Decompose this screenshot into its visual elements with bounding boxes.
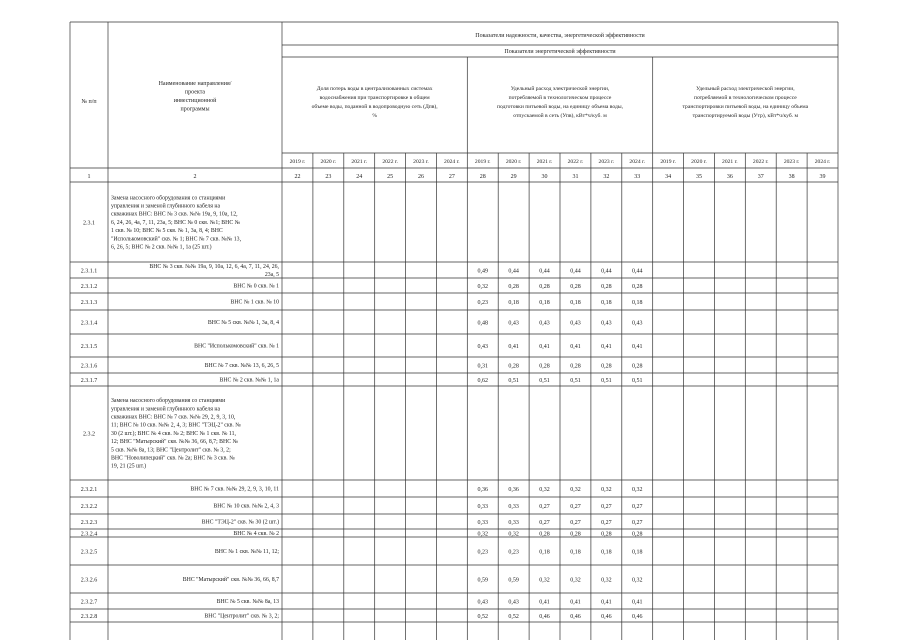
row-name: ВНС № 0 скв. № 1 (233, 283, 279, 290)
row-name: ВНС "Матырский" скв. №№ 36, 66, 8,7 (182, 576, 279, 583)
cell-value: 0,18 (601, 549, 612, 556)
cell-value: 0,51 (570, 378, 581, 384)
col-number: 22 (294, 174, 301, 180)
col-number: 33 (634, 174, 641, 180)
col-number: 2 (193, 174, 197, 180)
row-name: скважинах ВНС: ВНС № 7 скв. №№ 29, 2, 9, 3, 10, (111, 414, 236, 421)
col-group-title-2: подготовки питьевой воды, на единицу объема воды, (497, 104, 623, 110)
cell-value: 0,44 (539, 268, 550, 275)
col-header-name: Наименование направления/ (158, 81, 232, 87)
cell-value: 0,41 (601, 344, 612, 350)
row-name: скважинах ВНС: ВНС № 3 скв. №№ 19а, 9, 10а, 12, (111, 211, 238, 218)
cell-value: 0,18 (570, 300, 581, 306)
col-group-title-2: Удельный расход электрической энергии, (510, 86, 610, 92)
row-number: 2.3.1.7 (80, 378, 98, 384)
row-name: ВНС № 3 скв. №№ 19а, 9, 10а, 12, 6, 4а, 7, 11, 24, 26, (149, 263, 279, 270)
col-number: 25 (387, 174, 394, 180)
cell-value: 0,33 (508, 520, 519, 526)
col-number: 39 (819, 174, 826, 180)
cell-value: 0,44 (570, 268, 581, 275)
cell-value: 0,41 (539, 599, 550, 606)
cell-value: 0,32 (477, 531, 488, 538)
cell-value: 0,46 (601, 614, 612, 620)
cell-value: 0,43 (477, 344, 488, 350)
col-number: 36 (726, 174, 733, 180)
header-energy-group: Показатели энергетической эффективности (504, 49, 616, 55)
col-number: 29 (510, 174, 517, 180)
cell-value: 0,43 (508, 320, 519, 327)
row-number: 2.3.2.5 (80, 549, 98, 556)
year-header: 2023 г. (598, 159, 615, 165)
cell-value: 0,18 (601, 300, 612, 306)
cell-value: 0,27 (539, 520, 550, 526)
cell-value: 0,52 (508, 614, 519, 620)
cell-value: 0,59 (508, 577, 519, 584)
cell-value: 0,32 (601, 487, 612, 493)
cell-value: 0,41 (601, 599, 612, 606)
cell-value: 0,27 (601, 520, 612, 526)
row-name: ВНС № 1 скв. № 10 (230, 299, 279, 306)
cell-value: 0,43 (508, 599, 519, 606)
col-group-title-1: % (372, 113, 377, 119)
cell-value: 0,43 (601, 320, 612, 327)
cell-value: 0,41 (570, 344, 581, 350)
year-header: 2020 г. (691, 159, 707, 165)
col-number: 35 (696, 174, 702, 180)
row-number: 2.3.2.8 (80, 614, 98, 620)
col-group-title-3: транспортировки питьевой воды, на единицу объема (682, 104, 809, 110)
cell-value: 0,52 (477, 614, 488, 620)
cell-value: 0,28 (632, 284, 643, 290)
cell-value: 0,46 (632, 614, 643, 620)
col-number: 24 (356, 174, 363, 180)
cell-value: 0,28 (601, 284, 612, 290)
cell-value: 0,18 (539, 300, 550, 306)
col-number: 26 (418, 174, 424, 180)
cell-value: 0,36 (477, 487, 488, 493)
cell-value: 0,41 (632, 599, 643, 606)
col-number: 28 (479, 174, 486, 180)
cell-value: 0,41 (570, 599, 581, 606)
cell-value: 0,43 (632, 320, 643, 327)
col-group-title-3: транспортируемой воды (Утр), кВт*ч/куб. м (692, 113, 799, 119)
year-header: 2022 г. (567, 159, 584, 165)
cell-value: 0,51 (508, 378, 519, 384)
row-number: 2.3.1.6 (80, 363, 98, 370)
row-name: ВНС № 5 скв. №№ 1, 3а, 8, 4 (207, 319, 279, 326)
col-group-title-3: потребляемой в технологическом процессе (693, 95, 797, 101)
cell-value: 0,32 (508, 531, 519, 538)
row-name: 6, 26, 5; ВНС № 2 скв. №№ 1, 1а (25 шт.) (111, 244, 212, 251)
col-group-title-1: объеме воды, поданной в водопроводную сеть (Дпв), (311, 104, 438, 110)
cell-value: 0,43 (539, 320, 550, 327)
row-number: 2.3.1.3 (80, 300, 98, 306)
cell-value: 0,27 (539, 504, 550, 510)
cell-value: 0,18 (570, 549, 581, 556)
cell-value: 0,36 (508, 487, 519, 493)
row-name: 23а, 5 (264, 272, 279, 278)
year-header: 2020 г. (320, 159, 337, 165)
row-name: 6, 24, 26, 4а, 7, 11, 23а, 5; ВНС № 0 скв. №1; ВНС № (111, 219, 241, 226)
row-name: ВНС "Новолипецкий" скв. № 2а; ВНС № 3 скв. № (111, 455, 235, 462)
cell-value: 0,51 (632, 378, 643, 384)
col-number: 23 (325, 174, 332, 180)
row-name: ВНС "Центролит" скв. № 3, 2; (204, 613, 279, 620)
row-number: 2.3.2 (83, 431, 95, 438)
cell-value: 0,32 (539, 487, 550, 493)
cell-value: 0,62 (477, 378, 488, 384)
year-header: 2019 г. (660, 159, 676, 165)
cell-value: 0,28 (539, 363, 550, 370)
cell-value: 0,28 (570, 531, 581, 538)
col-header-name: инвестиционной (173, 98, 217, 104)
year-header: 2021 г. (351, 159, 368, 165)
row-number: 2.3.2.6 (80, 577, 98, 584)
cell-value: 0,28 (601, 531, 612, 538)
row-number: 2.3.1 (83, 220, 95, 227)
row-name: 19, 21 (25 шт.) (111, 463, 147, 470)
year-header: 2024 г. (814, 159, 831, 165)
col-group-title-2: потребляемой в технологическом процессе (508, 95, 612, 101)
cell-value: 0,28 (508, 363, 519, 370)
cell-value: 0,23 (477, 549, 488, 556)
row-name: 5 скв. №№ 8а, 13; ВНС "Центролит" скв. № 3, 2; (111, 447, 231, 454)
cell-value: 0,31 (477, 363, 488, 370)
row-number: 2.3.1.4 (80, 320, 98, 327)
year-header: 2023 г. (783, 159, 800, 165)
row-name: ВНС № 4 скв. № 2 (233, 530, 279, 537)
col-number: 34 (665, 174, 672, 180)
cell-value: 0,28 (632, 363, 643, 370)
row-name: ВНС № 2 скв. №№ 1, 1а (219, 377, 279, 384)
col-number: 32 (603, 174, 610, 180)
row-name: ВНС "ТЭЦ-2" скв. № 30 (2 шт.) (201, 519, 279, 526)
cell-value: 0,23 (477, 300, 488, 306)
row-name: ВНС № 5 скв. №№ 8а, 13 (216, 598, 279, 605)
cell-value: 0,27 (570, 520, 581, 526)
row-name: управления и заменой глубинного кабеля на (111, 406, 221, 413)
col-number: 30 (541, 174, 548, 180)
cell-value: 0,27 (632, 504, 643, 510)
cell-value: 0,28 (508, 284, 519, 290)
year-header: 2023 г. (413, 159, 429, 165)
cell-value: 0,41 (539, 344, 550, 350)
cell-value: 0,32 (632, 487, 643, 493)
col-number: 27 (448, 174, 455, 180)
row-name: ВНС № 7 скв. №№ 13, 6, 26, 5 (204, 362, 279, 369)
cell-value: 0,44 (601, 268, 612, 275)
cell-value: 0,32 (601, 577, 612, 584)
year-header: 2021 г. (536, 159, 553, 165)
col-number: 37 (757, 174, 764, 180)
year-header: 2022 г. (752, 159, 769, 165)
row-name: управления и заменой глубинного кабеля на (111, 203, 221, 210)
cell-value: 0,18 (508, 300, 519, 306)
row-name: ВНС "Исполькомовский" скв. № 1 (194, 343, 279, 350)
row-name: Замена насосного оборудования со станциями (111, 195, 226, 202)
cell-value: 0,32 (570, 487, 581, 493)
row-number: 2.3.1.2 (80, 284, 98, 290)
cell-value: 0,27 (601, 504, 612, 510)
year-header: 2021 г. (722, 159, 738, 165)
row-name: ВНС № 10 скв. №№ 2, 4, 3 (213, 503, 279, 510)
cell-value: 0,23 (508, 549, 519, 556)
cell-value: 0,27 (632, 520, 643, 526)
cell-value: 0,49 (477, 268, 488, 275)
year-header: 2019 г. (474, 159, 491, 165)
row-number: 2.3.2.4 (80, 531, 98, 538)
cell-value: 0,28 (570, 363, 581, 370)
cell-value: 0,32 (570, 577, 581, 584)
cell-value: 0,43 (570, 320, 581, 327)
row-name: "Исполькомовский" скв. № 1; ВНС № 7 скв. №№ 13, (111, 236, 242, 243)
header-top-group: Показатели надежности, качества, энергетической эффективности (475, 33, 645, 39)
row-name: Замена насосного оборудования со станциями (111, 398, 226, 405)
year-header: 2024 г. (629, 159, 646, 165)
cell-value: 0,33 (477, 504, 488, 510)
cell-value: 0,28 (539, 531, 550, 538)
row-number: 2.3.2.3 (80, 520, 98, 526)
row-number: 2.3.1.1 (80, 268, 98, 275)
col-group-title-2: отпускаемой в сеть (Упв), кВт*ч/куб. м (513, 113, 607, 119)
cell-value: 0,41 (508, 344, 519, 350)
row-name: 12; ВНС "Матырский" скв. №№ 36, 66, 8,7; ВНС № (111, 439, 239, 446)
cell-value: 0,28 (539, 284, 550, 290)
col-group-title-1: Доля потерь воды в централизованных системах (316, 86, 433, 92)
cell-value: 0,28 (632, 531, 643, 538)
year-header: 2022 г. (382, 159, 398, 165)
row-name: ВНС № 1 скв. №№ 11, 12; (214, 548, 279, 555)
col-header-name: проекта (184, 89, 206, 96)
cell-value: 0,28 (601, 363, 612, 370)
cell-value: 0,33 (477, 520, 488, 526)
cell-value: 0,43 (477, 599, 488, 606)
cell-value: 0,48 (477, 320, 488, 327)
cell-value: 0,32 (632, 577, 643, 584)
row-number: 2.3.2.2 (80, 504, 98, 510)
row-number: 2.3.2.7 (80, 599, 98, 606)
cell-value: 0,18 (632, 300, 643, 306)
cell-value: 0,59 (477, 577, 488, 584)
cell-value: 0,44 (632, 268, 643, 275)
row-name: ВНС № 7 скв. №№ 29, 2, 9, 3, 10, 11 (190, 486, 279, 493)
col-header-name: программы (180, 106, 210, 113)
cell-value: 0,46 (570, 614, 581, 620)
cell-value: 0,18 (539, 549, 550, 556)
cell-value: 0,41 (632, 344, 643, 350)
cell-value: 0,51 (539, 378, 550, 384)
col-group-title-3: Удельный расход электрической энергии, (696, 86, 795, 92)
col-number: 1 (87, 174, 91, 180)
year-header: 2024 г. (444, 159, 460, 165)
table-text-layer (81, 32, 831, 620)
row-number: 2.3.1.5 (80, 344, 98, 350)
col-number: 31 (572, 174, 579, 180)
cell-value: 0,33 (508, 504, 519, 510)
cell-value: 0,27 (570, 504, 581, 510)
col-number: 38 (788, 174, 795, 180)
cell-value: 0,32 (477, 284, 488, 290)
row-name: 1 скв. № 10; ВНС № 5 скв. № 1, 3а, 8, 4; ВНС (111, 228, 223, 235)
cell-value: 0,18 (632, 549, 643, 556)
row-number: 2.3.2.1 (80, 487, 98, 493)
year-header: 2020 г. (505, 159, 522, 165)
cell-value: 0,51 (601, 378, 612, 384)
row-name: 30 (2 шт.); ВНС № 4 скв. № 2; ВНС № 1 скв. № 11, (111, 430, 236, 437)
cell-value: 0,46 (539, 614, 550, 620)
cell-value: 0,44 (508, 268, 519, 275)
row-name: 11; ВНС № 10 скв. №№ 2, 4, 3; ВНС "ТЭЦ-2" скв. № (111, 422, 241, 429)
year-header: 2019 г. (289, 159, 306, 165)
cell-value: 0,28 (570, 284, 581, 290)
col-header-num: № п/п (81, 99, 97, 105)
col-group-title-1: водоснабжения при транспортировке в общем (319, 95, 430, 101)
cell-value: 0,32 (539, 577, 550, 584)
